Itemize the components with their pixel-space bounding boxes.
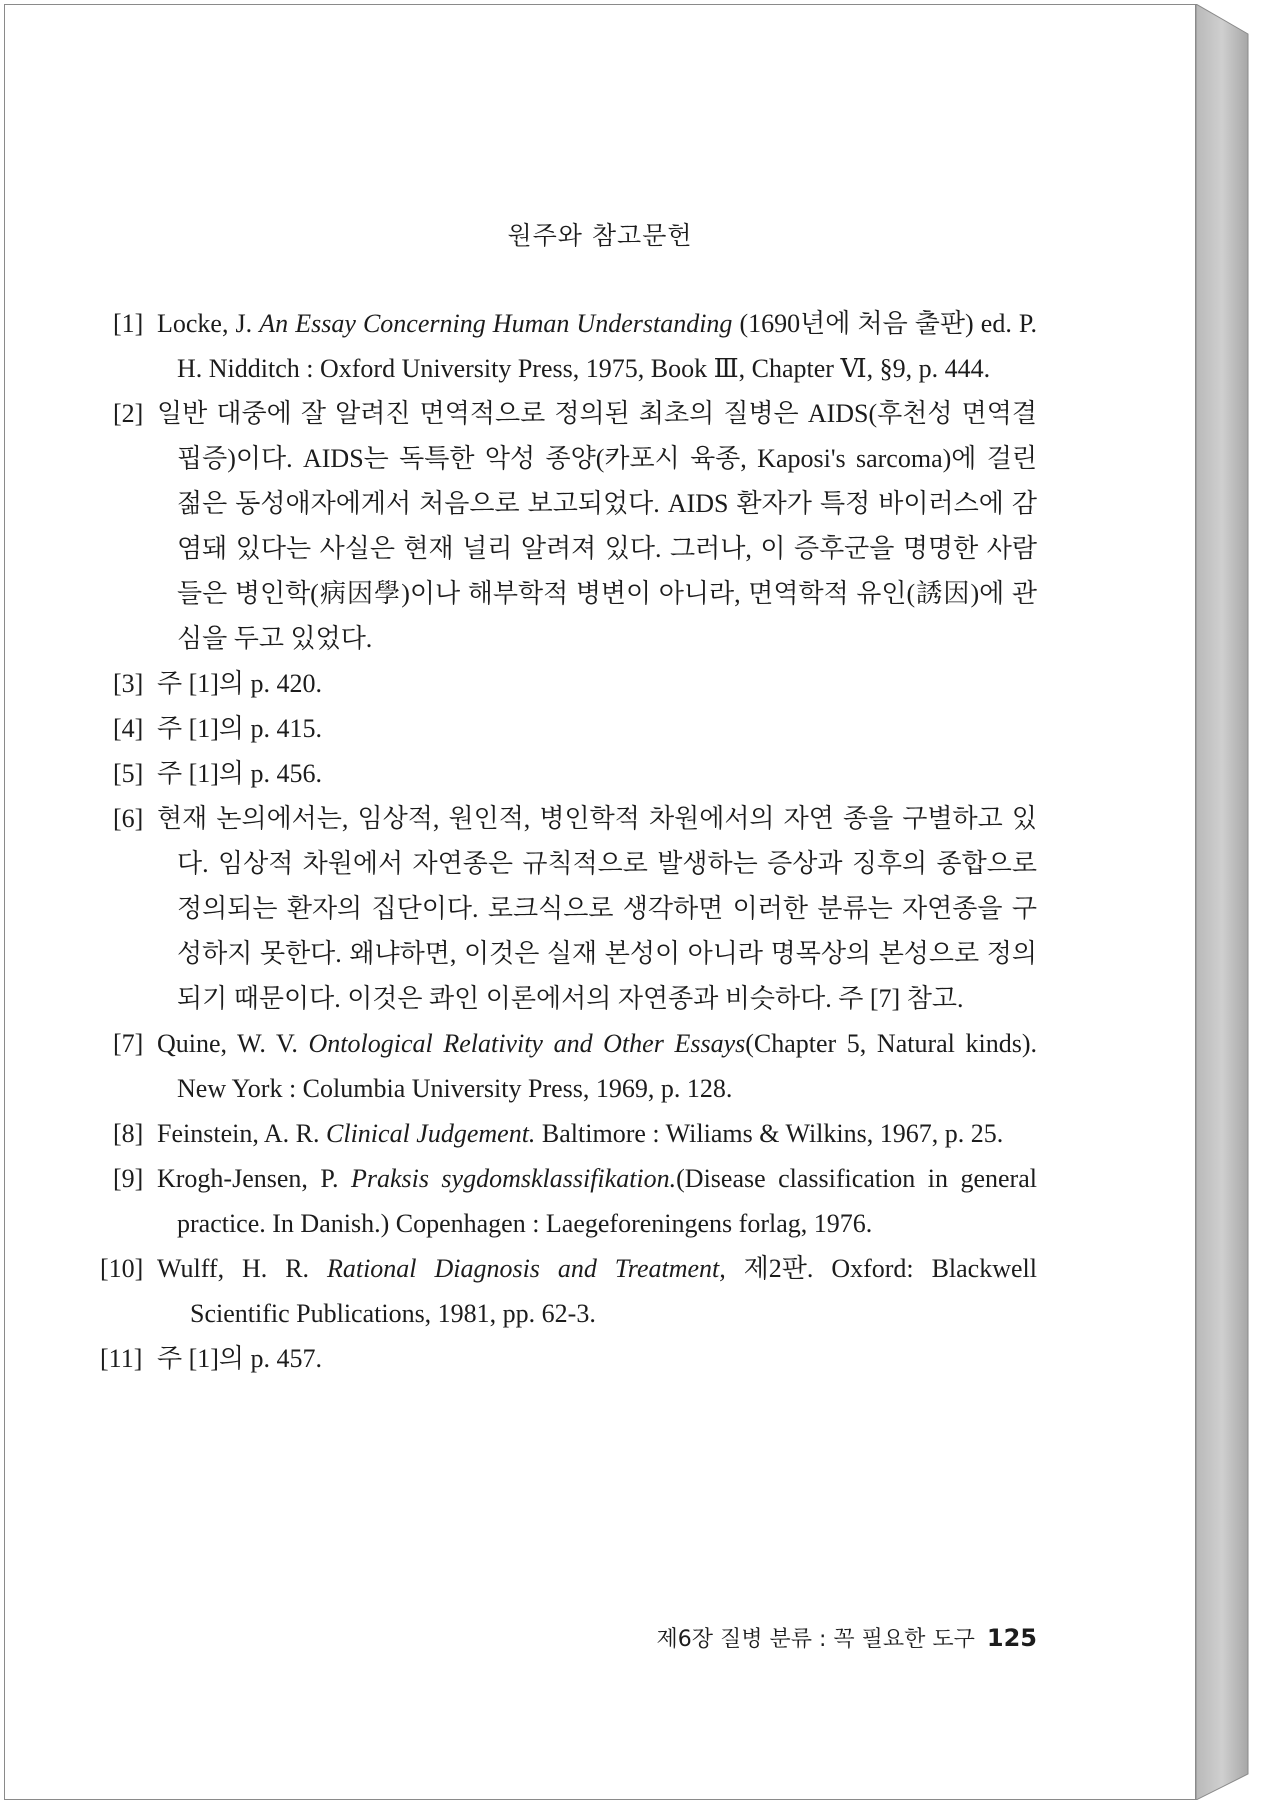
reference-note: [11] 주 [1]의 p. 457. xyxy=(100,1344,323,1373)
note-text: 일반 대중에 잘 알려진 면역적으로 정의된 최초의 질병은 AIDS(후천성 면역결핍증)이다. AIDS는 독특한 악성 종양(카포시 육종, Kaposi's sarcoma)에 걸린 젊은 동성애자에게서 처음으로 보고되었다. AIDS 환자가 특정 바이러스에 감염돼 있다는 사실은 현재 널리 알려져 있다. 그러나, 이 증후군을 명명한 사람들은 병인학(病因學)이나 해부학적 병변이 아니라, 면역학적 유인(誘因)에 관심을 두고 있었다. xyxy=(157,399,1037,653)
book-edge-shading xyxy=(1196,4,1254,1800)
note-text: 주 [1]의 p. 415. xyxy=(157,714,323,743)
note-text-tail: (Disease classification in general practice. In Danish.) Copenhagen : Laegeforeningens forlag, 1976. xyxy=(177,1164,1037,1238)
reference-note: [2] 일반 대중에 잘 알려진 면역적으로 정의된 최초의 질병은 AIDS(후천성 면역결핍증)이다. AIDS는 독특한 악성 종양(카포시 육종, Kaposi's sarcoma)에 걸린 젊은 동성애자에게서 처음으로 보고되었다. AIDS 환자가 특정 바이러스에 감염돼 있다는 사실은 현재 널리 알려져 있다. 그러나, 이 증후군을 명명한 사람들은 병인학(病因學)이나 해부학적 병변이 아니라, 면역학적 유인(誘因)에 관심을 두고 있었다. xyxy=(113,399,1037,653)
reference-note: [1] Locke, J. An Essay Concerning Human Understanding (1690년에 처음 출판) ed. P. H. Nidditch : Oxford University Press, 1975, Book Ⅲ, Chapter Ⅵ, §9, p. 444. xyxy=(113,309,1037,383)
note-text-tail: Baltimore : Wiliams & Wilkins, 1967, p. 25. xyxy=(535,1119,1004,1148)
reference-note: [3] 주 [1]의 p. 420. xyxy=(113,669,323,698)
book-page xyxy=(4,4,1196,1800)
reference-note: [6] 현재 논의에서는, 임상적, 원인적, 병인학적 차원에서의 자연 종을 구별하고 있다. 임상적 차원에서 자연종은 규칙적으로 발생하는 증상과 징후의 종합으로 정의되는 환자의 집단이다. 로크식으로 생각하면 이러한 분류는 자연종을 구성하지 못한다. 왜냐하면, 이것은 실재 본성이 아니라 명목상의 본성으로 정의되기 때문이다. 이것은 콰인 이론에서의 자연종과 비슷하다. 주 [7] 참고. xyxy=(113,804,1037,1013)
note-title: Clinical Judgement. xyxy=(326,1119,536,1148)
note-text: 주 [1]의 p. 457. xyxy=(157,1344,323,1373)
reference-note: [4] 주 [1]의 p. 415. xyxy=(113,714,323,743)
note-text: Quine, W. V. xyxy=(157,1029,309,1058)
note-text: 현재 논의에서는, 임상적, 원인적, 병인학적 차원에서의 자연 종을 구별하고 있다. 임상적 차원에서 자연종은 규칙적으로 발생하는 증상과 징후의 종합으로 정의되는 환자의 집단이다. 로크식으로 생각하면 이러한 분류는 자연종을 구성하지 못한다. 왜냐하면, 이것은 실재 본성이 아니라 명목상의 본성으로 정의되기 때문이다. 이것은 콰인 이론에서의 자연종과 비슷하다. 주 [7] 참고. xyxy=(157,804,1037,1013)
reference-note: [8] Feinstein, A. R. Clinical Judgement. Baltimore : Wiliams & Wilkins, 1967, p. 25. xyxy=(113,1119,1004,1148)
note-text: Wulff, H. R. xyxy=(157,1254,327,1283)
note-text: Krogh-Jensen, P. xyxy=(157,1164,351,1193)
section-heading: 원주와 참고문헌 xyxy=(507,221,693,250)
running-footer xyxy=(656,1622,1037,1653)
note-text: Locke, J. xyxy=(157,309,260,338)
note-title: Rational Diagnosis and Treatment, xyxy=(326,1254,726,1283)
note-text-tail: (1690년에 처음 출판) ed. P. H. Nidditch : Oxford University Press, 1975, Book Ⅲ, Chapter Ⅵ, §9, p. 444. xyxy=(177,309,1037,383)
book-spine xyxy=(1196,4,1254,1800)
note-title: An Essay Concerning Human Understanding xyxy=(259,309,733,338)
reference-note: [10] Wulff, H. R. Rational Diagnosis and Treatment, 제2판. Oxford: Blackwell Scientific Publications, 1981, pp. 62-3. xyxy=(100,1254,1037,1328)
reference-note: [7] Quine, W. V. Ontological Relativity and Other Essays(Chapter 5, Natural kinds). New York : Columbia University Press, 1969, p. 128. xyxy=(113,1029,1037,1103)
note-title: Praksis sygdomsklassifikation. xyxy=(350,1164,677,1193)
reference-list xyxy=(100,301,1037,1381)
note-text-tail: (Chapter 5, Natural kinds). New York : Columbia University Press, 1969, p. 128. xyxy=(177,1029,1037,1103)
note-text: Feinstein, A. R. xyxy=(157,1119,327,1148)
note-text: 주 [1]의 p. 420. xyxy=(157,669,323,698)
chapter-title: 제6장 질병 분류 : 꼭 필요한 도구 xyxy=(656,1627,975,1652)
reference-note: [9] Krogh-Jensen, P. Praksis sygdomsklassifikation.(Disease classification in general practice. In Danish.) Copenhagen : Laegeforeningens forlag, 1976. xyxy=(113,1164,1037,1238)
reference-note: [5] 주 [1]의 p. 456. xyxy=(113,759,323,788)
note-text-tail: 제2판. Oxford: Blackwell Scientific Publications, 1981, pp. 62-3. xyxy=(190,1254,1037,1328)
page-number: 125 xyxy=(986,1624,1037,1652)
note-text: 주 [1]의 p. 456. xyxy=(157,759,323,788)
note-title: Ontological Relativity and Other Essays xyxy=(308,1029,746,1058)
